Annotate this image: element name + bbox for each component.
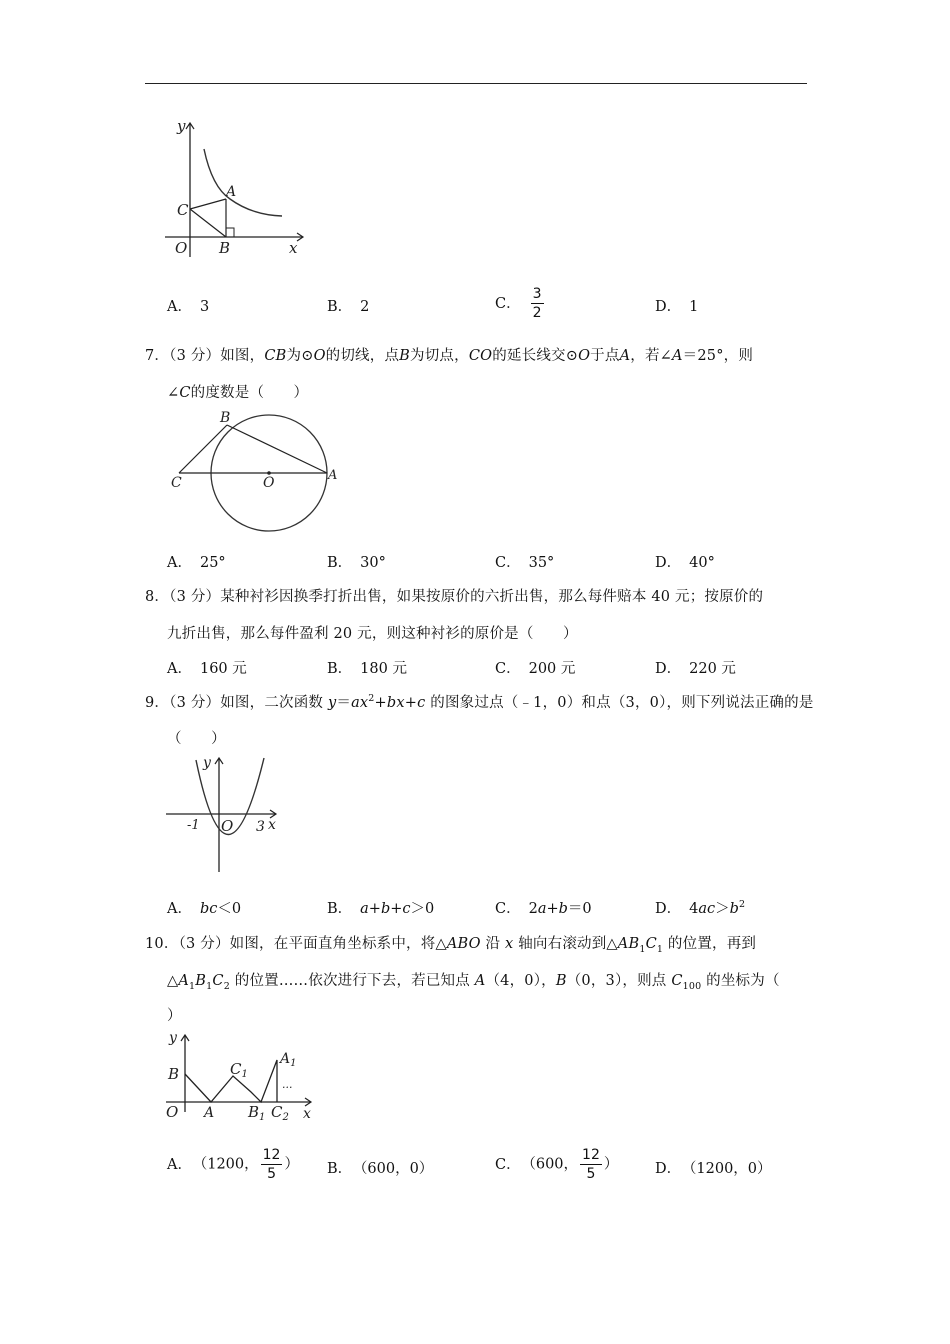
q9-option-a-rest: ＜0 <box>217 901 242 917</box>
q10-label-dots: ... <box>282 1078 293 1091</box>
q9-option-d-label: D． <box>655 901 682 917</box>
q8-option-b[interactable] <box>327 657 407 678</box>
q10-option-c-numerator: 12 <box>582 1147 600 1163</box>
q10-option-c-fraction <box>580 1148 602 1181</box>
q7-label-a: A <box>328 468 338 483</box>
q7-option-b-label: B． <box>327 555 353 571</box>
q6-label-x: x <box>289 239 298 257</box>
q6-option-a-label: A． <box>167 299 192 315</box>
q9-option-d[interactable] <box>655 897 745 918</box>
q10-option-a[interactable] <box>167 1148 299 1181</box>
q10-label-o: O <box>166 1103 179 1121</box>
q8-option-c[interactable] <box>495 657 575 678</box>
q9-option-b-expr: a+b+c <box>360 901 411 917</box>
q10-option-d[interactable] <box>655 1157 772 1178</box>
q7-label-c: C <box>171 475 182 491</box>
q9-stem-line2: （ ） <box>167 731 226 747</box>
q9-option-d-sup: 2 <box>738 899 745 911</box>
q6-segment-ca <box>190 199 226 209</box>
q9-label-neg1: -1 <box>187 818 200 833</box>
q9-option-d-expr: ac <box>698 901 716 917</box>
q7-option-a-label: A． <box>167 555 192 571</box>
q8-option-c-label: C． <box>495 661 521 677</box>
q10-option-a-pre: （1200， <box>199 1156 259 1173</box>
q8-option-a-text: 160 元 <box>199 661 247 677</box>
q9-label-3: 3 <box>256 819 265 835</box>
q6-label-y: y <box>177 117 186 135</box>
q10-option-c-pre: （600， <box>528 1156 579 1173</box>
q9-option-b-rest: ＞0 <box>410 901 435 917</box>
q6-option-d-label: D． <box>655 299 682 315</box>
q7-figure <box>165 408 350 536</box>
q6-right-angle <box>226 228 234 237</box>
q8-option-d[interactable] <box>655 657 736 678</box>
q10-figure <box>163 1030 323 1125</box>
q9-option-c[interactable] <box>495 897 592 918</box>
q10-option-b[interactable] <box>327 1157 433 1178</box>
q6-option-b-label: B． <box>327 299 353 315</box>
q6-label-o: O <box>175 239 188 257</box>
q10-option-b-text: （600，0） <box>360 1161 434 1177</box>
q8-stem-line2: 九折出售，那么每件盈利 20 元，则这种衬衫的原价是（ ） <box>167 626 578 642</box>
q10-option-a-fraction <box>261 1148 283 1181</box>
q9-option-a[interactable] <box>167 897 241 918</box>
q10-label-y: y <box>169 1030 177 1046</box>
q10-label-b: B <box>168 1065 180 1083</box>
q9-label-o: O <box>221 817 234 835</box>
q9-option-d-pre: 4 <box>689 901 699 917</box>
q6-option-d[interactable] <box>655 295 698 316</box>
q10-option-d-text: （1200，0） <box>689 1161 772 1177</box>
q6-option-c-denominator: 2 <box>532 305 542 321</box>
q9-option-c-rest: ＝0 <box>567 901 592 917</box>
q7-option-b[interactable] <box>327 551 386 572</box>
q8-option-d-text: 220 元 <box>689 661 736 677</box>
q9-option-b[interactable] <box>327 897 434 918</box>
q6-option-c-label: C． <box>495 295 521 312</box>
q10-stem-line2: $\triangle A_1B_1C_2$ 的位置……依次进行下去，若已知点 A（4，0），B（0，3），则点 $C_{100}$ 的坐标为（ <box>167 973 780 992</box>
q9-figure <box>163 752 288 877</box>
q10-stem-line3: ） <box>167 1008 182 1024</box>
q10-option-c[interactable] <box>495 1148 618 1181</box>
q6-option-c-numerator: 3 <box>532 286 542 302</box>
q8-option-d-label: D． <box>655 661 682 677</box>
q10-option-c-denominator: 5 <box>586 1166 596 1182</box>
q6-option-c-fraction <box>531 287 544 320</box>
q10-label-a: A <box>204 1105 215 1121</box>
q10-label-c1: $C_1$ <box>230 1060 248 1080</box>
q9-option-b-label: B． <box>327 901 353 917</box>
q8-option-b-label: B． <box>327 661 353 677</box>
q7-option-b-text: 30° <box>360 555 386 571</box>
q9-option-a-expr: bc <box>199 901 218 917</box>
q9-label-y: y <box>203 755 211 771</box>
q6-option-a[interactable] <box>167 295 209 316</box>
q7-option-c[interactable] <box>495 551 554 572</box>
q7-option-d[interactable] <box>655 551 715 572</box>
q9-option-a-label: A． <box>167 901 192 917</box>
q8-option-a-label: A． <box>167 661 192 677</box>
q6-figure <box>160 115 310 260</box>
q7-option-c-text: 35° <box>528 555 555 571</box>
q10-option-a-numerator: 12 <box>262 1147 281 1163</box>
q6-label-c: C <box>177 201 189 219</box>
q9-option-d-expr2: b <box>729 901 739 917</box>
q6-segment-cb <box>190 209 226 237</box>
q7-option-a[interactable] <box>167 551 226 572</box>
q10-option-c-post: ） <box>603 1156 619 1173</box>
q6-option-b[interactable] <box>327 295 369 316</box>
q6-option-a-text: 3 <box>199 299 210 315</box>
q9-option-c-pre: 2 <box>528 901 538 917</box>
q10-option-b-label: B． <box>327 1161 353 1177</box>
q10-label-b1: $B_1$ <box>248 1103 266 1123</box>
q10-option-a-denominator: 5 <box>267 1166 277 1182</box>
q9-option-c-expr: a+b <box>537 901 568 917</box>
q9-stem-line1: 9．（3 分）如图，二次函数 $y=ax^2+bx+c$ 的图象过点（﹣1，0）和点（3，0），则下列说法正确的是 <box>145 693 814 711</box>
q6-label-a: A <box>226 184 237 200</box>
q10-option-d-label: D． <box>655 1161 682 1177</box>
q10-label-c2: $C_2$ <box>271 1103 289 1123</box>
q9-label-x: x <box>268 817 276 833</box>
q10-label-a1: $A_1$ <box>280 1051 297 1069</box>
q9-option-c-label: C． <box>495 901 521 917</box>
q10-option-a-label: A． <box>167 1156 192 1173</box>
header-rule <box>145 83 807 84</box>
q8-option-a[interactable] <box>167 657 247 678</box>
q10-option-a-post: ） <box>284 1156 299 1173</box>
q8-stem-line1: 8．（3 分）某种衬衫因换季打折出售，如果按原价的六折出售，那么每件赔本 40 元；按原价的 <box>145 589 764 605</box>
q9-option-d-rest: ＞ <box>715 901 730 917</box>
q7-segment-ba <box>227 425 327 473</box>
q6-option-b-text: 2 <box>360 299 370 315</box>
q7-option-c-label: C． <box>495 555 521 571</box>
q7-label-o: O <box>263 475 275 491</box>
q6-hyperbola <box>204 149 282 216</box>
q10-stem-line1: 10．（3 分）如图，在平面直角坐标系中，将△ABO 沿 x 轴向右滚动到$\triangle AB_1C_1$ 的位置，再到 <box>145 936 757 955</box>
q7-label-b: B <box>220 410 231 426</box>
q7-segment-cb <box>179 425 227 473</box>
q7-option-d-label: D． <box>655 555 682 571</box>
q8-option-b-text: 180 元 <box>360 661 407 677</box>
q6-option-c[interactable] <box>495 287 546 320</box>
q10-label-x: x <box>303 1106 311 1122</box>
q7-stem-line1: 7．（3 分）如图，CB为⊙O的切线，点B为切点，CO的延长线交⊙O于点A，若∠A＝25°，则 <box>145 348 754 364</box>
q10-option-c-label: C． <box>495 1156 521 1173</box>
q6-label-b: B <box>219 239 231 257</box>
q7-option-d-text: 40° <box>689 555 715 571</box>
q7-stem-line2: ∠C的度数是（ ） <box>167 385 309 401</box>
q6-option-d-text: 1 <box>689 299 699 315</box>
q7-option-a-text: 25° <box>199 555 226 571</box>
q8-option-c-text: 200 元 <box>528 661 576 677</box>
